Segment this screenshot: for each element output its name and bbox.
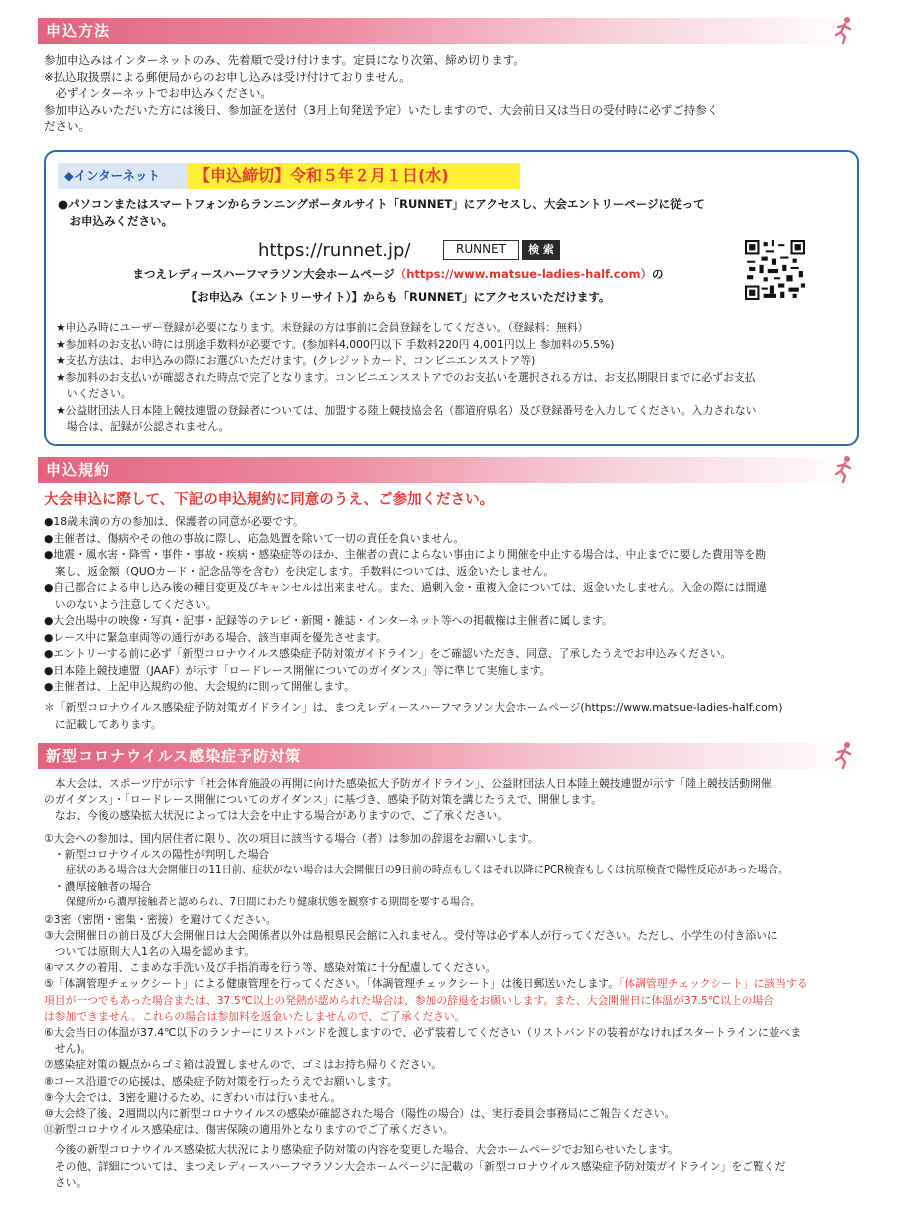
text-line: ※払込取扱票による郵便局からのお申し込みは受け付けておりません。	[44, 69, 411, 84]
note-line: ★参加料のお支払い時には別途手数料が必要です。(参加料4,000円以下 手数料220円 4,001円以上 参加料の5.5%)	[56, 337, 615, 351]
list-item: ●主催者は、傷病やその他の事故に際し、応急処置を除いて一切の責任を負いません。	[44, 531, 465, 545]
section-title: 申込規約	[46, 461, 111, 479]
homepage-text: まつえレディースハーフマラソン大会ホームページ	[132, 267, 395, 281]
text-line: その他、詳細については、まつえレディースハーフマラソン大会ホームページに記載の「新型コロナウイルス感染症予防対策ガイドライン」をご覧くだ	[44, 1159, 786, 1173]
text-line	[58, 266, 738, 283]
homepage-text: の	[651, 267, 664, 281]
runner-icon	[828, 454, 858, 484]
list-item: 案し、返金額（QUOカード・記念品等を含む）を決定します。手数料については、返金いたしません。	[44, 564, 555, 578]
note-line: ★公益財団法人日本陸上競技連盟の登録者については、加盟する陸上競技協会名（都道府県名）及び登録番号を入力してください。入力されない	[56, 403, 757, 417]
section-header-application	[38, 18, 860, 44]
text-line: お申込みください。	[58, 213, 173, 228]
runnet-search-field[interactable]: RUNNET	[443, 240, 519, 260]
application-intro	[44, 52, 862, 135]
text-line: 参加申込みいただいた方には後日、参加証を送付（3月上旬発送予定）いたしますので、大会前日又は当日の受付時に必ずご持参く	[44, 102, 719, 117]
list-item: ●地震・風水害・降雪・事件・事故・疾病・感染症等のほか、主催者の責によらない事由により開催を中止する場合は、中止までに要した費用等を勘	[44, 548, 767, 561]
search-button[interactable]: 検 索	[522, 240, 560, 260]
list-item: ●18歳未満の方の参加は、保護者の同意が必要です。	[44, 515, 304, 528]
warning-text: は参加できません。これらの場合は参加料を返金いたしませんので、ご了承ください。	[44, 1009, 466, 1023]
text-line: ＊「新型コロナウイルス感染症予防対策ガイドライン」は、まつえレディースハーフマラソン大会ホームページ(https://www.matsue-ladies-half.com)	[44, 701, 783, 714]
note-line: ★申込み時にユーザー登録が必要になります。未登録の方は事前に会員登録をしてください。（登録料：無料）	[56, 321, 589, 334]
list-item: ・濃厚接触者の場合	[54, 880, 152, 894]
runnet-url[interactable]: https://runnet.jp/	[258, 240, 411, 261]
text-line: ●パソコンまたはスマートフォンからランニングポータルサイト「RUNNET」にアクセスし、大会エントリーページに従って	[58, 197, 705, 211]
warning-text: 項目が一つでもあった場合または、37.5℃以上の発熱が認められた場合は、参加の辞退をお願いします。また、大会開催日に体温が37.5℃以上の場合	[44, 993, 774, 1007]
text-line: ださい。	[44, 119, 90, 133]
runner-icon	[828, 740, 858, 770]
section-title: 新型コロナウイルス感染症予防対策	[46, 747, 302, 765]
list-item: ⑦感染症対策の観点からゴミ箱は設置しませんので、ゴミはお持ち帰りください。	[44, 1058, 443, 1072]
payment-notes	[56, 320, 856, 436]
text-line: 症状のある場合は大会開催日の11日前、症状がない場合は大会開催日の9日前の時点もしくはそれ以降にPCR検査もしくは抗原検査で陽性反応があった場合。	[66, 865, 789, 877]
text-line: 本大会は、スポーツ庁が示す「社会体育施設の再開に向けた感染拡大予防ガイドライン」、公益財団法人日本陸上競技連盟が示す「陸上競技活動開催	[44, 777, 772, 790]
list-item: ●主催者は、上記申込規約の他、大会規約に則って開催します。	[44, 680, 355, 693]
list-item: ③大会開催日の前日及び大会開催日は大会関係者以外は島根県民会館に入れません。受付等は必ず本人が行ってください。ただし、小学生の付き添いに	[44, 928, 778, 942]
list-item: ●レース中に緊急車両等の通行がある場合、該当車両を優先させます。	[44, 630, 387, 644]
list-item: ⑪新型コロナウイルス感染症は、傷害保険の適用外となりますのでご了承ください。	[44, 1123, 454, 1137]
section-title: 申込方法	[46, 22, 111, 40]
list-item: ・新型コロナウイルスの陽性が判明した場合	[54, 847, 270, 861]
homepage-link[interactable]: （https://www.matsue-ladies-half.com）	[394, 267, 652, 281]
list-item: ①大会への参加は、国内居住者に限り、次の項目に該当する場合（者）は参加の辞退をお願いします。	[44, 831, 539, 845]
internet-label: ◆インターネット	[58, 163, 188, 189]
access-instructions	[58, 196, 853, 229]
list-item: いのないよう注意してください。	[44, 597, 217, 611]
runner-icon	[828, 15, 858, 45]
text-line: 参加申込みはインターネットのみ、先着順で受け付けます。定員になり次第、締め切ります。	[44, 53, 525, 67]
homepage-note	[58, 266, 738, 305]
note-line: ★支払方法は、お申込みの際にお選びいただけます。(クレジットカード、コンビニエンスストア等)	[56, 354, 536, 367]
list-item: ●自己都合による申し込み後の種目変更及びキャンセルは出来ません。また、過剰入金・重複入金については、返金いたしません。入金の際には間違	[44, 581, 768, 594]
note-line: いください。	[56, 387, 132, 400]
text-span: ⑤「体調管理チェックシート」による健康管理を行ってください。「体調管理チェックシート」は後日郵送いたします。	[44, 977, 619, 991]
warning-text: 「体調管理チェックシート」に該当する	[619, 977, 808, 991]
list-item: ⑧コース沿道での応援は、感染症予防対策を行ったうえでお願いします。	[44, 1074, 398, 1088]
terms-lead: 大会申込に際して、下記の申込規約に同意のうえ、ご参加ください。	[44, 492, 495, 508]
text-line: ついては原則大人1名の入場を認めます。	[44, 945, 256, 959]
text-line: 【お申込み（エントリーサイト）】からも「RUNNET」にアクセスいただけます。	[185, 289, 611, 304]
list-item: ●大会出場中の映像・写真・記事・記録等のテレビ・新聞・雑誌・インターネット等への掲載権は主催者に属します。	[44, 614, 613, 627]
list-item: ●日本陸上競技連盟（JAAF）が示す「ロードレース開催についてのガイダンス」等に準じて実施します。	[44, 663, 551, 677]
section-header-terms	[38, 457, 860, 483]
text-line: なお、今後の感染拡大状況によっては大会を中止する場合がありますので、ご了承ください。	[44, 809, 509, 823]
qr-code-icon[interactable]	[745, 240, 805, 300]
section-header-covid	[38, 743, 860, 769]
deadline-banner: 【申込締切】令和５年２月１日(水)	[188, 163, 520, 189]
text-line: せん)。	[44, 1042, 92, 1056]
text-line: さい。	[44, 1175, 88, 1189]
list-item: ●エントリーする前に必ず「新型コロナウイルス感染症予防対策ガイドライン」をご確認いただき、同意、了承したうえでお申込みください。	[44, 647, 732, 660]
text-line: 今後の新型コロナウイルス感染拡大状況により感染症予防対策の内容を変更した場合、大会ホームページでお知らせいたします。	[44, 1143, 679, 1157]
text-line: 保健所から濃厚接触者と認められ、7日間にわたり健康状態を観察する期間を要する場合。	[66, 897, 481, 909]
list-item: ⑩大会終了後、2週間以内に新型コロナウイルスの感染が確認された場合（陽性の場合）は、実行委員会事務局にご報告ください。	[44, 1107, 676, 1121]
list-item: ⑥大会当日の体温が37.4℃以下のランナーにリストバンドを渡しますので、必ず装着してください（リストバンドの装着がなければスタートラインに並べま	[44, 1026, 802, 1040]
list-item: ⑨今大会では、3密を避けるため、にぎわい市は行いません。	[44, 1090, 342, 1104]
list-item	[44, 976, 862, 992]
terms-footnote	[44, 700, 862, 733]
covid-body	[44, 776, 862, 1191]
note-line: 場合は、記録が公認されません。	[56, 420, 230, 433]
text-line: 必ずインターネットでお申込みください。	[44, 86, 272, 100]
text-line: に記載してあります。	[44, 717, 162, 731]
terms-list	[44, 514, 862, 696]
note-line: ★参加料のお支払いが確認された時点で完了となります。コンビニエンスストアでのお支払いを選択される方は、お支払期限日までに必ずお支払	[56, 370, 756, 384]
list-item: ②3密（密閉・密集・密接）を避けてください。	[44, 912, 277, 926]
text-line: のガイダンス」・「ロードレース開催についてのガイダンス」に基づき、感染予防対策を講じたうえで、開催します。	[44, 793, 603, 807]
list-item: ④マスクの着用、こまめな手洗い及び手指消毒を行う等、感染対策に十分配慮してください。	[44, 961, 497, 975]
